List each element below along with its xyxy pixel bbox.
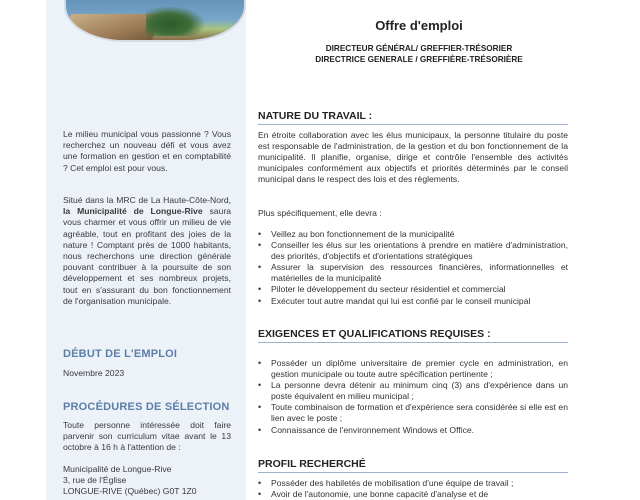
nature-heading: NATURE DU TRAVAIL : xyxy=(258,110,568,125)
procedures-heading: PROCÉDURES DE SÉLECTION xyxy=(63,401,230,413)
task-item: • Assurer la supervision des ressources financières, informationnelles et matérielles de la municipalité xyxy=(258,262,568,284)
sidebar-situation xyxy=(63,195,231,307)
municipality-name: la Municipalité de Longue-Rive xyxy=(63,206,203,217)
profile-item: • Posséder des habiletés de mobilisation d'une équipe de travail ; xyxy=(258,478,568,489)
profil-list xyxy=(258,478,568,500)
task-item: • Piloter le développement du secteur résidentiel et commercial xyxy=(258,284,568,295)
exigences-list xyxy=(258,358,568,436)
procedures-text: Toute personne intéressée doit faire parvenir son curriculum vitae avant le 13 octobre à 16 h à l'attention de : xyxy=(63,420,231,453)
requirement-item: • Posséder un diplôme universitaire de premier cycle en administration, en gestion municipale ou toute autre spécification pertinente ; xyxy=(258,358,568,380)
tasks-list xyxy=(258,229,568,307)
task-item: • Conseiller les élus sur les orientations à prendre en matière d'administration, des priorités, d'objectifs et d'orientations stratégiques xyxy=(258,240,568,262)
offer-title: Offre d'emploi xyxy=(375,18,463,33)
requirement-item: • Toute combinaison de formation et d'expérience sera considérée si elle est en lien avec le poste ; xyxy=(258,402,568,424)
landscape-photo xyxy=(64,0,246,42)
profile-item: • Avoir de l'autonomie, une bonne capacité d'analyse et de xyxy=(258,489,568,500)
job-title-line1: DIRECTEUR GÉNÉRAL/ GREFFIER-TRÉSORIER xyxy=(325,44,513,53)
requirement-item: • Connaissance de l'environnement Windows et Office. xyxy=(258,425,568,436)
job-title-line2: DIRECTRICE GENERALE / GREFFIÈRE-TRÉSORIÈRE xyxy=(315,55,523,64)
situation-text-start: Situé dans la MRC de La Haute-Côte-Nord, xyxy=(63,195,231,205)
debut-heading: DÉBUT DE L'EMPLOI xyxy=(63,348,178,360)
plus-text: Plus spécifiquement, elle devra : xyxy=(258,208,382,218)
nature-text: En étroite collaboration avec les élus municipaux, la personne titulaire du poste est responsable de l'administration, de la gestion et du bon fonctionnement de la municipalité. Il planifie, organise, dirige et contrôle l'ensemble des activités municipales conformément aux objectifs et priorités déterminés par le conseil municipal dans le respect des lois et des règlements. xyxy=(258,130,568,185)
sidebar-intro: Le milieu municipal vous passionne ? Vous recherchez un nouveau défi et vous avez une formation en gestion et en comptabilité ? Cet emploi est pour vous. xyxy=(63,129,231,173)
task-item: • Exécuter tout autre mandat qui lui est confié par le conseil municipal xyxy=(258,296,568,307)
profil-heading: PROFIL RECHERCHÉ xyxy=(258,458,568,473)
requirement-item: • La personne devra détenir au minimum cinq (3) ans d'expérience dans un poste équivalent en milieu municipal ; xyxy=(258,380,568,402)
photo-trees xyxy=(146,6,206,36)
address-block xyxy=(63,464,231,498)
address-line: Municipalité de Longue-Rive xyxy=(63,464,172,474)
exigences-heading: EXIGENCES ET QUALIFICATIONS REQUISES : xyxy=(258,328,568,343)
debut-value: Novembre 2023 xyxy=(63,368,125,378)
address-line: LONGUE-RIVE (Québec) G0T 1Z0 xyxy=(63,486,197,497)
address-line: 3, rue de l'Église xyxy=(63,475,127,486)
task-item: • Veillez au bon fonctionnement de la municipalité xyxy=(258,229,568,240)
situation-text-end: saura vous charmer et vous offrir un milieu de vie agréable, tout en profitant des joies de la nature ! Comptant près de 1000 habitants, nous recherchons une direction générale pouvant contribuer à la poursuite de son développement et ses nombreux projets, tout en s'assurant du bon fonctionnement de l'organisation municipale. xyxy=(63,206,231,306)
